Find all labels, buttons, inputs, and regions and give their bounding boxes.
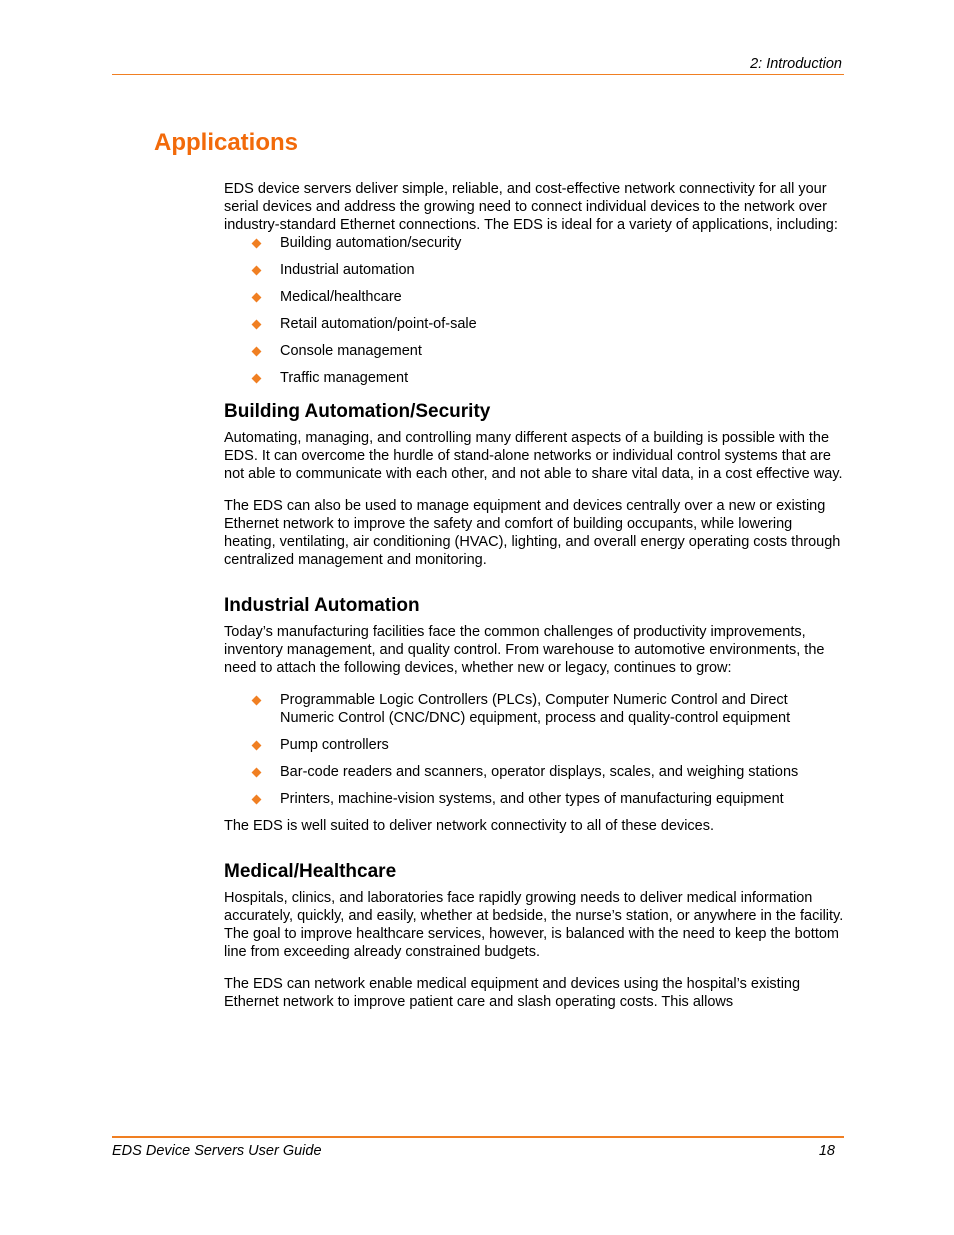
page-title: Applications [154,129,299,156]
bullet-diamond-icon [252,320,262,330]
section-heading-industrial: Industrial Automation [224,595,420,616]
page-number: 18 [818,1143,835,1159]
bullet-diamond-icon [252,795,262,805]
medical-paragraph-1: Hospitals, clinics, and laboratories face rapidly growing needs to deliver medical information accurately, quickly, and easily, whether at bedside, the nurse’s station, or anywhere in the facility. The goal to improve healthcare services, however, is balanced with the need to keep the bottom line from exceeding already constrained budgets. [224,890,844,960]
building-paragraph-2: The EDS can also be used to manage equipment and devices centrally over a new or existing Ethernet network to improve the safety and comfort of building occupants, while lowering heating, ventilating, air conditioning (HVAC), lighting, and overall energy operating costs through centralized management and monitoring. [224,498,841,568]
list-item: Pump controllers [224,736,844,754]
bullet-diamond-icon [252,239,262,249]
list-item: Retail automation/point-of-sale [224,315,844,333]
bullet-diamond-icon [252,374,262,384]
list-item: Programmable Logic Controllers (PLCs), Computer Numeric Control and Direct Numeric Control (CNC/DNC) equipment, process and quality-control equipment [224,691,844,727]
list-item: Medical/healthcare [224,288,844,306]
bullet-diamond-icon [252,347,262,357]
running-header: 2: Introduction [750,56,842,72]
list-item: Industrial automation [224,261,844,279]
list-item: Console management [224,342,844,360]
bullet-diamond-icon [252,266,262,276]
section-heading-building: Building Automation/Security [224,401,491,422]
list-item: Bar-code readers and scanners, operator displays, scales, and weighing stations [224,763,844,781]
medical-paragraph-2: The EDS can network enable medical equipment and devices using the hospital’s existing Ethernet network to improve patient care and slash operating costs. This allows [224,976,801,1010]
bullet-diamond-icon [252,741,262,751]
bullet-diamond-icon [252,293,262,303]
industrial-paragraph-1: Today’s manufacturing facilities face the common challenges of productivity improvements, inventory management, and quality control. From warehouse to automotive environments, the need to attach the following devices, whether new or legacy, continues to grow: [224,624,825,676]
footer-rule [112,1136,844,1138]
list-item: Building automation/security [224,234,844,252]
industrial-devices-list [224,691,844,808]
intro-paragraph: EDS device servers deliver simple, reliable, and cost-effective network connectivity for all your serial devices and address the growing need to connect individual devices to the network over industry-standard Ethernet connections. The EDS is ideal for a variety of applications, including: [224,181,838,233]
bullet-diamond-icon [252,768,262,778]
main-content [224,180,844,1011]
bullet-diamond-icon [252,696,262,706]
industrial-paragraph-2: The EDS is well suited to deliver network connectivity to all of these devices. [224,818,715,834]
applications-list [224,234,844,387]
footer-guide-title: EDS Device Servers User Guide [112,1143,322,1159]
header-rule [112,74,844,75]
section-heading-medical: Medical/Healthcare [224,861,397,882]
list-item: Printers, machine-vision systems, and other types of manufacturing equipment [224,790,844,808]
building-paragraph-1: Automating, managing, and controlling many different aspects of a building is possible with the EDS. It can overcome the hurdle of stand-alone networks or individual control systems that are not able to communicate with each other, and not able to share vital data, in a cost effective way. [224,430,843,482]
list-item: Traffic management [224,369,844,387]
